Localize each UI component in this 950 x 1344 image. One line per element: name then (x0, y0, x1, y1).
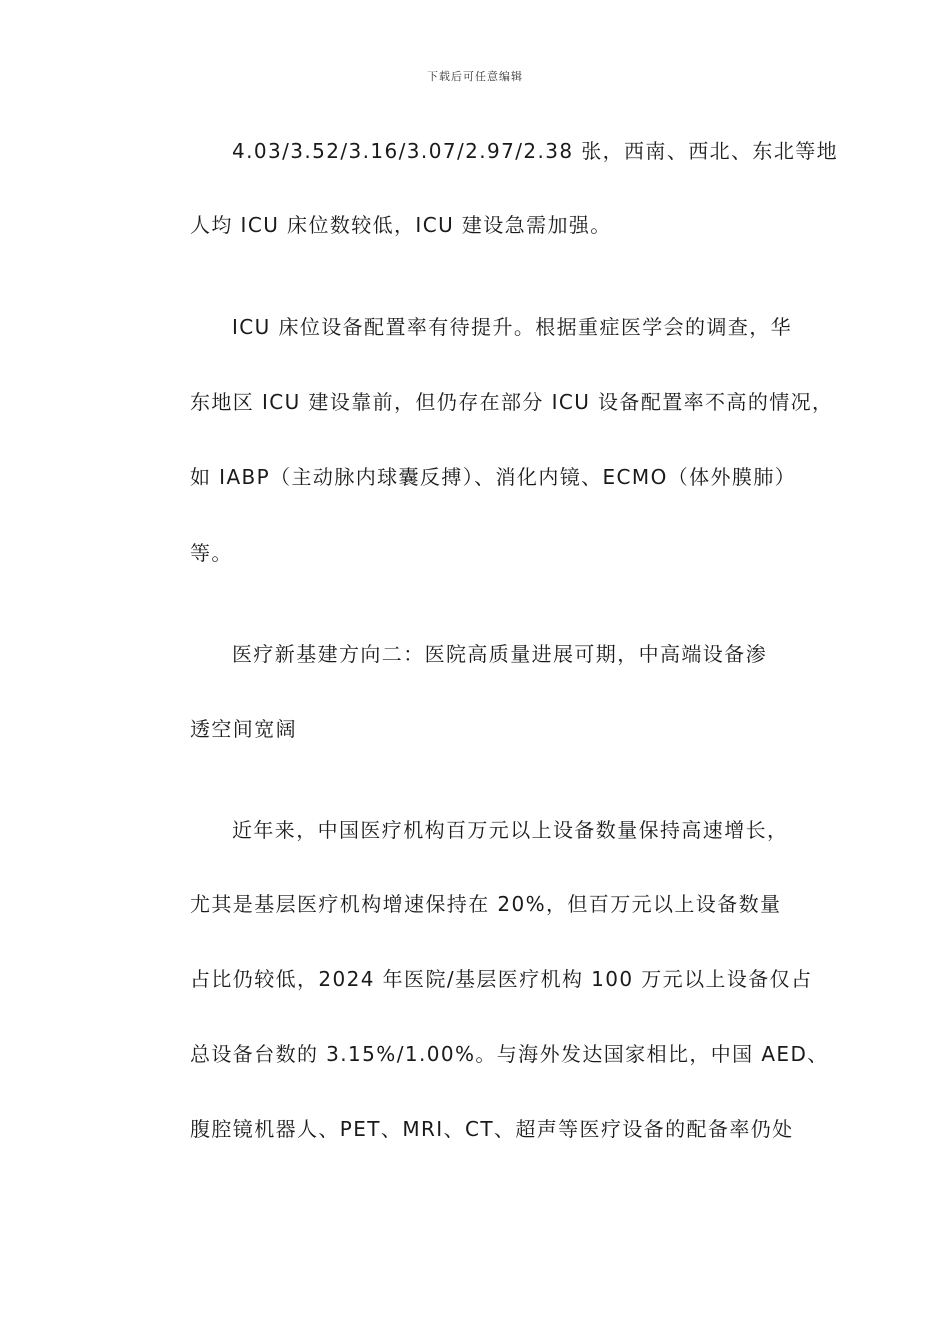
body-text-line: 近年来，中国医疗机构百万元以上设备数量保持高速增长， (232, 818, 789, 842)
body-text-line: 如 IABP（主动脉内球囊反搏）、消化内镜、ECMO（体外膜肺） (190, 465, 797, 489)
body-text-line: 东地区 ICU 建设靠前，但仍存在部分 ICU 设备配置率不高的情况， (190, 390, 834, 414)
body-text-line: ICU 床位设备配置率有待提升。根据重症医学会的调查，华 (232, 315, 793, 339)
body-text-line: 人均 ICU 床位数较低，ICU 建设急需加强。 (190, 213, 612, 237)
body-text-line: 总设备台数的 3.15%/1.00%。与海外发达国家相比，中国 AED、 (190, 1042, 829, 1066)
body-text-line: 占比仍较低，2024 年医院/基层医疗机构 100 万元以上设备仅占 (190, 967, 813, 991)
body-text-line: 腹腔镜机器人、PET、MRI、CT、超声等医疗设备的配备率仍处 (190, 1117, 794, 1141)
body-text-line: 4.03/3.52/3.16/3.07/2.97/2.38 张，西南、西北、东北等地 (232, 139, 839, 163)
page-header: 下载后可任意编辑 (427, 70, 523, 83)
section-heading-line: 透空间宽阔 (190, 717, 297, 741)
body-text-line: 等。 (190, 541, 233, 565)
section-heading-line: 医疗新基建方向二：医院高质量进展可期，中高端设备渗 (232, 642, 767, 666)
body-text-line: 尤其是基层医疗机构增速保持在 20%，但百万元以上设备数量 (190, 892, 782, 916)
